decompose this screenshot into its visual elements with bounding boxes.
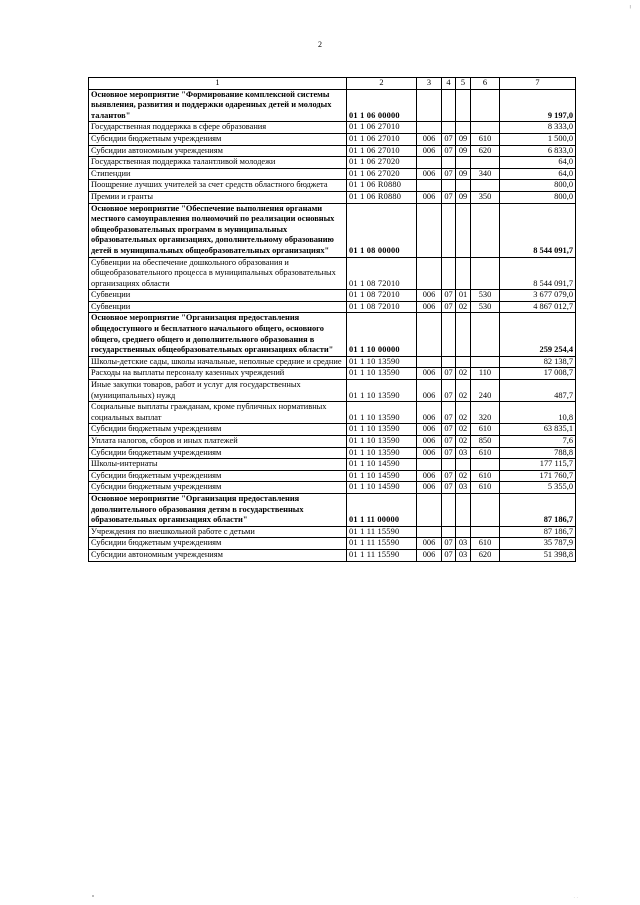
row-ministry-cell: 006 — [417, 470, 442, 482]
row-section-cell: 07 — [442, 368, 456, 380]
row-subsection-cell — [456, 122, 471, 134]
row-code-cell: 01 1 08 72010 — [347, 301, 417, 313]
row-ministry-cell: 006 — [417, 168, 442, 180]
row-name-cell: Учреждения по внешкольной работе с детьми — [89, 526, 347, 538]
table-row — [89, 402, 576, 424]
budget-table — [88, 77, 576, 562]
row-name-cell: Субсидии автономным учреждениям — [89, 145, 347, 157]
row-subsection-cell: 02 — [456, 424, 471, 436]
row-ministry-cell: 006 — [417, 368, 442, 380]
row-sum-cell: 1 500,0 — [500, 133, 576, 145]
row-code-cell: 01 1 08 72010 — [347, 257, 417, 290]
row-name-cell: Субсидии бюджетным учреждениям — [89, 470, 347, 482]
row-sum-cell: 171 760,7 — [500, 470, 576, 482]
row-expense-type-cell — [471, 122, 500, 134]
row-subsection-cell: 03 — [456, 447, 471, 459]
row-code-cell: 01 1 06 27010 — [347, 133, 417, 145]
row-subsection-cell — [456, 203, 471, 257]
row-subsection-cell — [456, 257, 471, 290]
table-row — [89, 470, 576, 482]
table-row — [89, 313, 576, 356]
row-section-cell: 07 — [442, 145, 456, 157]
row-sum-cell: 64,0 — [500, 157, 576, 169]
row-code-cell: 01 1 10 13590 — [347, 436, 417, 448]
row-section-cell: 07 — [442, 482, 456, 494]
row-sum-cell: 82 138,7 — [500, 356, 576, 368]
row-sum-cell: 9 197,0 — [500, 89, 576, 122]
row-section-cell: 07 — [442, 402, 456, 424]
row-section-cell: 07 — [442, 290, 456, 302]
row-sum-cell: 5 355,0 — [500, 482, 576, 494]
row-subsection-cell — [456, 313, 471, 356]
row-expense-type-cell — [471, 313, 500, 356]
row-sum-cell: 51 398,8 — [500, 549, 576, 561]
row-section-cell — [442, 526, 456, 538]
scan-corner-mark: ╷ — [628, 3, 632, 9]
row-expense-type-cell: 320 — [471, 402, 500, 424]
table-row — [89, 133, 576, 145]
row-sum-cell: 8 544 091,7 — [500, 257, 576, 290]
row-code-cell: 01 1 10 13590 — [347, 447, 417, 459]
table-row — [89, 191, 576, 203]
row-expense-type-cell: 530 — [471, 301, 500, 313]
row-subsection-cell — [456, 526, 471, 538]
row-sum-cell: 63 835,1 — [500, 424, 576, 436]
row-expense-type-cell: 340 — [471, 168, 500, 180]
row-subsection-cell: 03 — [456, 549, 471, 561]
table-row — [89, 526, 576, 538]
row-name-cell: Поощрение лучших учителей за счет средств областного бюджета — [89, 180, 347, 192]
row-sum-cell: 800,0 — [500, 180, 576, 192]
row-section-cell: 07 — [442, 133, 456, 145]
row-sum-cell: 35 787,9 — [500, 538, 576, 550]
row-code-cell: 01 1 10 13590 — [347, 380, 417, 402]
row-section-cell: 07 — [442, 168, 456, 180]
row-subsection-cell: 09 — [456, 133, 471, 145]
row-sum-cell: 788,8 — [500, 447, 576, 459]
row-expense-type-cell — [471, 257, 500, 290]
row-expense-type-cell: 610 — [471, 424, 500, 436]
table-row — [89, 424, 576, 436]
row-name-cell: Субсидии бюджетным учреждениям — [89, 424, 347, 436]
row-name-cell: Субвенции — [89, 290, 347, 302]
row-code-cell: 01 1 11 00000 — [347, 493, 417, 526]
page-number: 2 — [318, 40, 322, 49]
row-sum-cell: 4 867 012,7 — [500, 301, 576, 313]
row-section-cell: 07 — [442, 549, 456, 561]
row-code-cell: 01 1 10 13590 — [347, 356, 417, 368]
row-sum-cell: 487,7 — [500, 380, 576, 402]
table-row — [89, 459, 576, 471]
row-section-cell: 07 — [442, 380, 456, 402]
row-section-cell: 07 — [442, 424, 456, 436]
row-ministry-cell — [417, 89, 442, 122]
row-expense-type-cell: 620 — [471, 145, 500, 157]
row-code-cell: 01 1 10 13590 — [347, 402, 417, 424]
header-cell-1: 1 — [89, 78, 347, 90]
row-subsection-cell — [456, 459, 471, 471]
row-sum-cell: 3 677 079,0 — [500, 290, 576, 302]
row-expense-type-cell — [471, 493, 500, 526]
row-section-cell: 07 — [442, 538, 456, 550]
row-code-cell: 01 1 08 72010 — [347, 290, 417, 302]
row-ministry-cell — [417, 526, 442, 538]
row-expense-type-cell: 610 — [471, 447, 500, 459]
row-name-cell: Государственная поддержка талантливой молодежи — [89, 157, 347, 169]
budget-table-body — [89, 78, 576, 562]
table-row — [89, 447, 576, 459]
row-expense-type-cell — [471, 526, 500, 538]
table-row — [89, 549, 576, 561]
row-sum-cell: 87 186,7 — [500, 493, 576, 526]
row-ministry-cell — [417, 459, 442, 471]
row-name-cell: Премии и гранты — [89, 191, 347, 203]
row-sum-cell: 87 186,7 — [500, 526, 576, 538]
row-section-cell — [442, 459, 456, 471]
row-ministry-cell: 006 — [417, 133, 442, 145]
row-code-cell: 01 1 10 00000 — [347, 313, 417, 356]
row-name-cell: Основное мероприятие "Организация предоставления общедоступного и бесплатного начального общего, основного общего, среднего общего и дополнительного образования в государственных общеобразовательных организациях области" — [89, 313, 347, 356]
row-code-cell: 01 1 06 27010 — [347, 122, 417, 134]
row-expense-type-cell: 610 — [471, 133, 500, 145]
row-section-cell — [442, 203, 456, 257]
row-ministry-cell — [417, 180, 442, 192]
row-subsection-cell: 01 — [456, 290, 471, 302]
row-sum-cell: 6 833,0 — [500, 145, 576, 157]
table-row — [89, 290, 576, 302]
row-ministry-cell — [417, 203, 442, 257]
row-code-cell: 01 1 10 13590 — [347, 368, 417, 380]
scan-bottom-mark: · · — [573, 896, 578, 901]
row-name-cell: Основное мероприятие "Обеспечение выполнения органами местного самоуправления полномочий по реализации основных общеобразовательных программ в муниципальных образовательных организациях, дополнительному образованию детей в муниципальных общеобразовательных организациях" — [89, 203, 347, 257]
table-row — [89, 203, 576, 257]
row-subsection-cell: 09 — [456, 168, 471, 180]
row-section-cell: 07 — [442, 191, 456, 203]
row-subsection-cell: 02 — [456, 436, 471, 448]
row-name-cell: Основное мероприятие "Формирование комплексной системы выявления, развития и поддержки одаренных детей и молодых талантов" — [89, 89, 347, 122]
row-code-cell: 01 1 11 15590 — [347, 549, 417, 561]
row-name-cell: Субвенции — [89, 301, 347, 313]
row-ministry-cell — [417, 356, 442, 368]
row-expense-type-cell — [471, 356, 500, 368]
row-section-cell — [442, 493, 456, 526]
table-row — [89, 145, 576, 157]
row-ministry-cell: 006 — [417, 145, 442, 157]
row-ministry-cell: 006 — [417, 482, 442, 494]
row-expense-type-cell: 530 — [471, 290, 500, 302]
header-cell-7: 7 — [500, 78, 576, 90]
table-row — [89, 493, 576, 526]
row-ministry-cell: 006 — [417, 290, 442, 302]
row-sum-cell: 800,0 — [500, 191, 576, 203]
table-row — [89, 301, 576, 313]
row-section-cell: 07 — [442, 301, 456, 313]
row-ministry-cell — [417, 493, 442, 526]
table-row — [89, 356, 576, 368]
row-sum-cell: 64,0 — [500, 168, 576, 180]
row-ministry-cell: 006 — [417, 402, 442, 424]
row-section-cell — [442, 157, 456, 169]
row-ministry-cell: 006 — [417, 447, 442, 459]
table-row — [89, 482, 576, 494]
row-section-cell — [442, 89, 456, 122]
row-name-cell: Субсидии автономным учреждениям — [89, 549, 347, 561]
row-section-cell — [442, 313, 456, 356]
row-code-cell: 01 1 06 R0880 — [347, 180, 417, 192]
row-sum-cell: 7,6 — [500, 436, 576, 448]
row-code-cell: 01 1 10 13590 — [347, 424, 417, 436]
row-expense-type-cell: 110 — [471, 368, 500, 380]
row-ministry-cell — [417, 157, 442, 169]
row-ministry-cell: 006 — [417, 191, 442, 203]
row-ministry-cell — [417, 313, 442, 356]
header-cell-3: 3 — [417, 78, 442, 90]
row-name-cell: Уплата налогов, сборов и иных платежей — [89, 436, 347, 448]
row-subsection-cell: 03 — [456, 538, 471, 550]
table-row — [89, 380, 576, 402]
row-code-cell: 01 1 06 00000 — [347, 89, 417, 122]
row-expense-type-cell: 610 — [471, 482, 500, 494]
row-subsection-cell: 02 — [456, 301, 471, 313]
row-name-cell: Субсидии бюджетным учреждениям — [89, 447, 347, 459]
table-row — [89, 368, 576, 380]
row-code-cell: 01 1 06 27020 — [347, 157, 417, 169]
row-code-cell: 01 1 10 14590 — [347, 459, 417, 471]
row-section-cell: 07 — [442, 436, 456, 448]
row-expense-type-cell — [471, 157, 500, 169]
row-expense-type-cell: 240 — [471, 380, 500, 402]
row-name-cell: Стипендии — [89, 168, 347, 180]
row-section-cell — [442, 122, 456, 134]
row-ministry-cell: 006 — [417, 549, 442, 561]
row-name-cell: Субсидии бюджетным учреждениям — [89, 133, 347, 145]
row-name-cell: Расходы на выплаты персоналу казенных учреждений — [89, 368, 347, 380]
row-subsection-cell: 02 — [456, 380, 471, 402]
row-code-cell: 01 1 11 15590 — [347, 538, 417, 550]
header-cell-4: 4 — [442, 78, 456, 90]
table-row — [89, 180, 576, 192]
row-name-cell: Социальные выплаты гражданам, кроме публичных нормативных социальных выплат — [89, 402, 347, 424]
row-expense-type-cell — [471, 180, 500, 192]
row-subsection-cell: 02 — [456, 368, 471, 380]
row-sum-cell: 8 544 091,7 — [500, 203, 576, 257]
row-section-cell — [442, 356, 456, 368]
row-subsection-cell — [456, 493, 471, 526]
row-expense-type-cell — [471, 203, 500, 257]
row-expense-type-cell: 610 — [471, 538, 500, 550]
row-sum-cell: 177 115,7 — [500, 459, 576, 471]
table-row — [89, 89, 576, 122]
header-cell-6: 6 — [471, 78, 500, 90]
scan-speck — [92, 895, 94, 897]
row-expense-type-cell — [471, 89, 500, 122]
row-code-cell: 01 1 10 14590 — [347, 482, 417, 494]
row-subsection-cell — [456, 157, 471, 169]
row-subsection-cell — [456, 356, 471, 368]
row-name-cell: Школы-интернаты — [89, 459, 347, 471]
row-ministry-cell: 006 — [417, 538, 442, 550]
row-section-cell: 07 — [442, 447, 456, 459]
row-code-cell: 01 1 06 R0880 — [347, 191, 417, 203]
row-subsection-cell: 02 — [456, 402, 471, 424]
row-ministry-cell — [417, 122, 442, 134]
table-row — [89, 436, 576, 448]
row-subsection-cell: 02 — [456, 470, 471, 482]
row-sum-cell: 17 008,7 — [500, 368, 576, 380]
row-expense-type-cell: 850 — [471, 436, 500, 448]
header-cell-2: 2 — [347, 78, 417, 90]
row-expense-type-cell: 610 — [471, 470, 500, 482]
header-cell-5: 5 — [456, 78, 471, 90]
row-subsection-cell: 09 — [456, 191, 471, 203]
row-ministry-cell — [417, 257, 442, 290]
row-code-cell: 01 1 10 14590 — [347, 470, 417, 482]
row-code-cell: 01 1 11 15590 — [347, 526, 417, 538]
row-name-cell: Субвенции на обеспечение дошкольного образования и общеобразовательного процесса в муниципальных образовательных организациях области — [89, 257, 347, 290]
row-name-cell: Государственная поддержка в сфере образования — [89, 122, 347, 134]
header-row — [89, 78, 576, 90]
row-subsection-cell: 03 — [456, 482, 471, 494]
row-ministry-cell: 006 — [417, 301, 442, 313]
row-expense-type-cell: 620 — [471, 549, 500, 561]
row-code-cell: 01 1 06 27010 — [347, 145, 417, 157]
row-section-cell — [442, 180, 456, 192]
row-code-cell: 01 1 08 00000 — [347, 203, 417, 257]
row-ministry-cell: 006 — [417, 436, 442, 448]
table-row — [89, 257, 576, 290]
row-sum-cell: 8 333,0 — [500, 122, 576, 134]
row-subsection-cell: 09 — [456, 145, 471, 157]
row-name-cell: Субсидии бюджетным учреждениям — [89, 482, 347, 494]
row-name-cell: Школы-детские сады, школы начальные, неполные средние и средние — [89, 356, 347, 368]
row-name-cell: Субсидии бюджетным учреждениям — [89, 538, 347, 550]
row-expense-type-cell: 350 — [471, 191, 500, 203]
table-row — [89, 157, 576, 169]
row-name-cell: Иные закупки товаров, работ и услуг для государственных (муниципальных) нужд — [89, 380, 347, 402]
row-sum-cell: 259 254,4 — [500, 313, 576, 356]
table-row — [89, 122, 576, 134]
row-name-cell: Основное мероприятие "Организация предоставления дополнительного образования детям в государственных образовательных организациях области" — [89, 493, 347, 526]
table-row — [89, 538, 576, 550]
row-section-cell — [442, 257, 456, 290]
row-sum-cell: 10,8 — [500, 402, 576, 424]
row-code-cell: 01 1 06 27020 — [347, 168, 417, 180]
row-subsection-cell — [456, 89, 471, 122]
row-ministry-cell: 006 — [417, 424, 442, 436]
row-subsection-cell — [456, 180, 471, 192]
row-section-cell: 07 — [442, 470, 456, 482]
row-expense-type-cell — [471, 459, 500, 471]
row-ministry-cell: 006 — [417, 380, 442, 402]
table-row — [89, 168, 576, 180]
